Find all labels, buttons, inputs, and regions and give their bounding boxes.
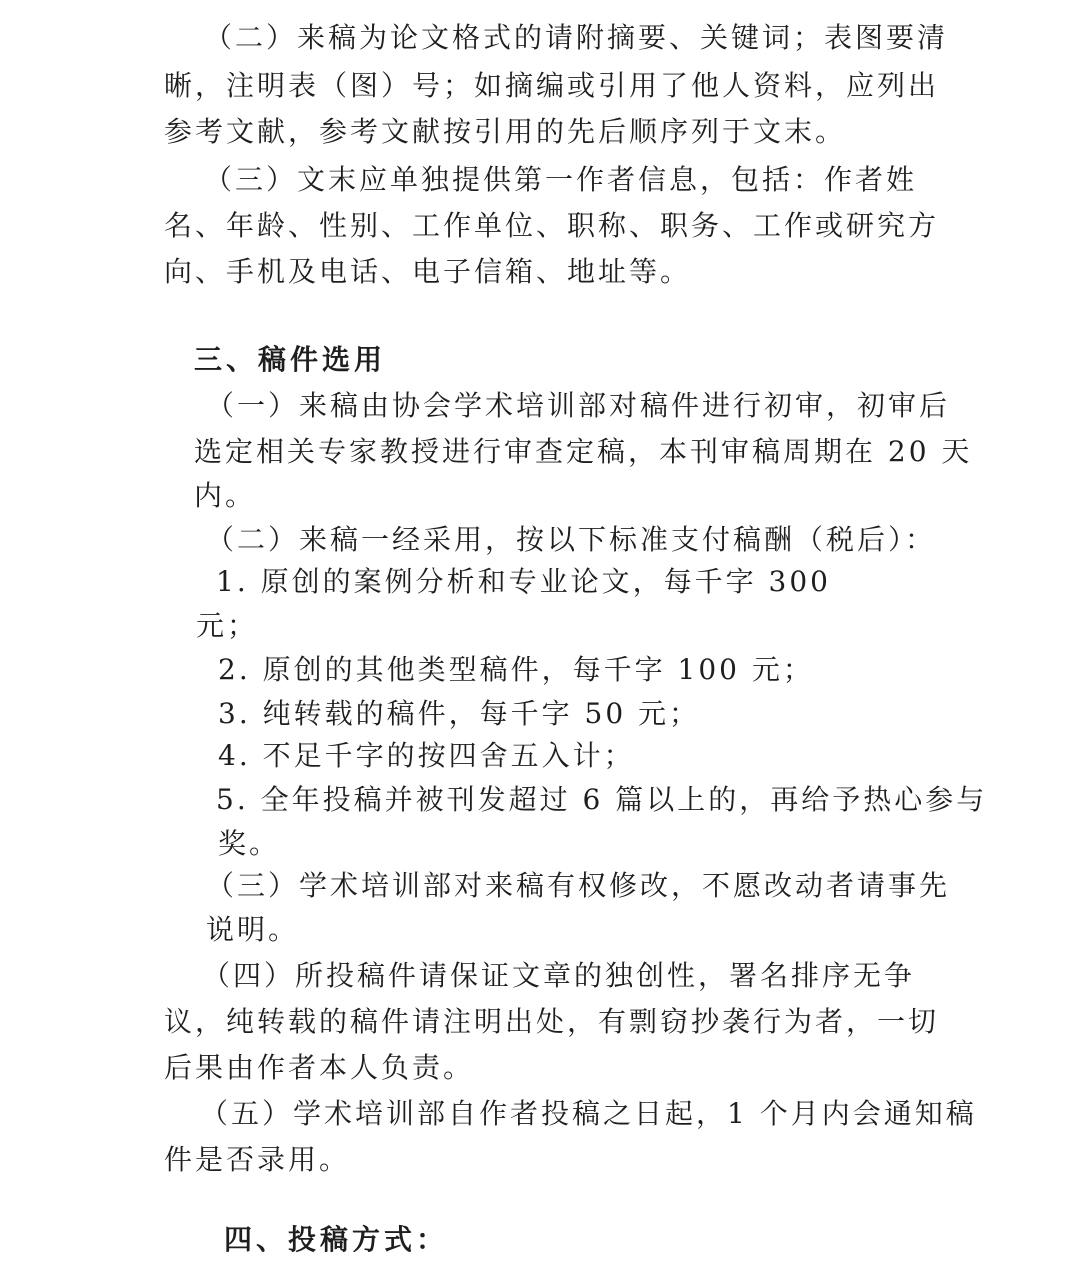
section3-heading: 三、稿件选用 <box>194 343 387 376</box>
section3-item4-line3: 后果由作者本人负责。 <box>164 1051 475 1084</box>
section2-item3-line3: 向、手机及电话、电子信箱、地址等。 <box>164 255 692 288</box>
section3-item2-line1: （二）来稿一经采用，按以下标准支付稿酬（税后）： <box>206 523 937 556</box>
payment-rule-1-line1: 1. 原创的案例分析和专业论文，每千字 300 <box>216 565 831 598</box>
section3-item5-line2: 件是否录用。 <box>164 1143 351 1176</box>
section2-item3-line1: （三）文末应单独提供第一作者信息，包括：作者姓 <box>204 163 918 196</box>
section3-item1-line1: （一）来稿由协会学术培训部对稿件进行初审，初审后 <box>206 389 951 422</box>
payment-rule-3: 3. 纯转载的稿件，每千字 50 元； <box>218 697 701 730</box>
payment-rule-5-line1: 5. 全年投稿并被刊发超过 6 篇以上的，再给予热心参与 <box>216 783 988 816</box>
section4-heading: 四、投稿方式： <box>224 1223 449 1256</box>
section3-item3-line1: （三）学术培训部对来稿有权修改，不愿改动者请事先 <box>206 869 951 902</box>
section2-item2-line1: （二）来稿为论文格式的请附摘要、关键词；表图要清 <box>204 21 949 54</box>
section3-item5-line1: （五）学术培训部自作者投稿之日起，1 个月内会通知稿 <box>200 1097 977 1130</box>
payment-rule-1-line2: 元； <box>196 609 259 642</box>
payment-rule-5-line2: 奖。 <box>218 827 281 860</box>
section3-item4-line2: 议，纯转载的稿件请注明出处，有剽窃抄袭行为者，一切 <box>164 1005 940 1038</box>
payment-rule-2: 2. 原创的其他类型稿件，每千字 100 元； <box>218 653 814 686</box>
section3-item1-line2: 选定相关专家教授进行审查定稿，本刊审稿周期在 20 天 <box>194 435 973 468</box>
section2-item3-line2: 名、年龄、性别、工作单位、职称、职务、工作或研究方 <box>164 209 940 242</box>
section3-item4-line1: （四）所投稿件请保证文章的独创性，署名排序无争 <box>202 959 916 992</box>
payment-rule-4: 4. 不足千字的按四舍五入计； <box>218 739 635 772</box>
section3-item3-line2: 说明。 <box>206 913 300 946</box>
section2-item2-line2: 晰，注明表（图）号；如摘编或引用了他人资料，应列出 <box>164 69 940 102</box>
section3-item1-line3: 内。 <box>194 479 257 512</box>
section2-item2-line3: 参考文献，参考文献按引用的先后顺序列于文末。 <box>164 115 847 148</box>
